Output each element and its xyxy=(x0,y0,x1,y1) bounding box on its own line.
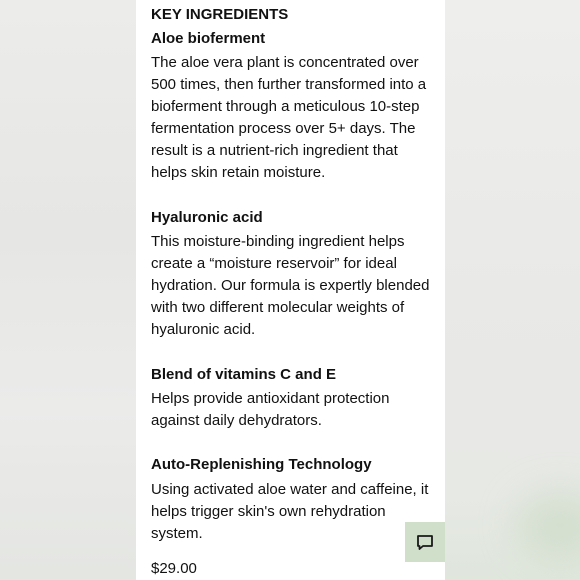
text-line: hydration. Our formula is expertly blended xyxy=(151,277,430,294)
text-line: bioferment through a meticulous 10-step xyxy=(151,98,420,115)
ingredient-heading-aloe: Aloe bioferment xyxy=(151,30,266,47)
ingredient-description-auto-replenishing xyxy=(151,479,441,545)
text-line: result is a nutrient-rich ingredient that xyxy=(151,142,398,159)
text-line: hyaluronic acid. xyxy=(151,321,256,338)
ingredient-description-vitamins xyxy=(151,388,441,432)
text-line: fermentation process over 5+ days. The xyxy=(151,120,416,137)
text-line: helps trigger skin's own rehydration xyxy=(151,503,386,520)
section-title: KEY INGREDIENTS xyxy=(151,6,289,23)
chat-button[interactable] xyxy=(405,522,445,562)
ingredient-heading-vitamins: Blend of vitamins C and E xyxy=(151,366,337,383)
text-line: 500 times, then further transformed into a xyxy=(151,76,427,93)
text-line: with two different molecular weights of xyxy=(151,299,405,316)
ingredient-heading-auto-replenishing: Auto-Replenishing Technology xyxy=(151,456,372,473)
background-right xyxy=(445,0,580,580)
text-line: helps skin retain moisture. xyxy=(151,164,326,181)
product-price: $29.00 xyxy=(151,560,197,577)
ingredient-heading-hyaluronic: Hyaluronic acid xyxy=(151,209,263,226)
text-line: against daily dehydrators. xyxy=(151,412,322,429)
text-line: Helps provide antioxidant protection xyxy=(151,390,390,407)
text-line: The aloe vera plant is concentrated over xyxy=(151,54,419,71)
text-line: Using activated aloe water and caffeine, it xyxy=(151,481,429,498)
ingredient-description-aloe xyxy=(151,52,441,184)
ingredient-description-hyaluronic xyxy=(151,231,441,341)
chat-icon xyxy=(416,534,434,551)
background-left xyxy=(0,0,136,580)
text-line: This moisture-binding ingredient helps xyxy=(151,233,405,250)
product-description-panel xyxy=(136,0,445,580)
background-blur-green xyxy=(515,490,580,560)
text-line: system. xyxy=(151,525,203,542)
text-line: create a “moisture reservoir” for ideal xyxy=(151,255,397,272)
